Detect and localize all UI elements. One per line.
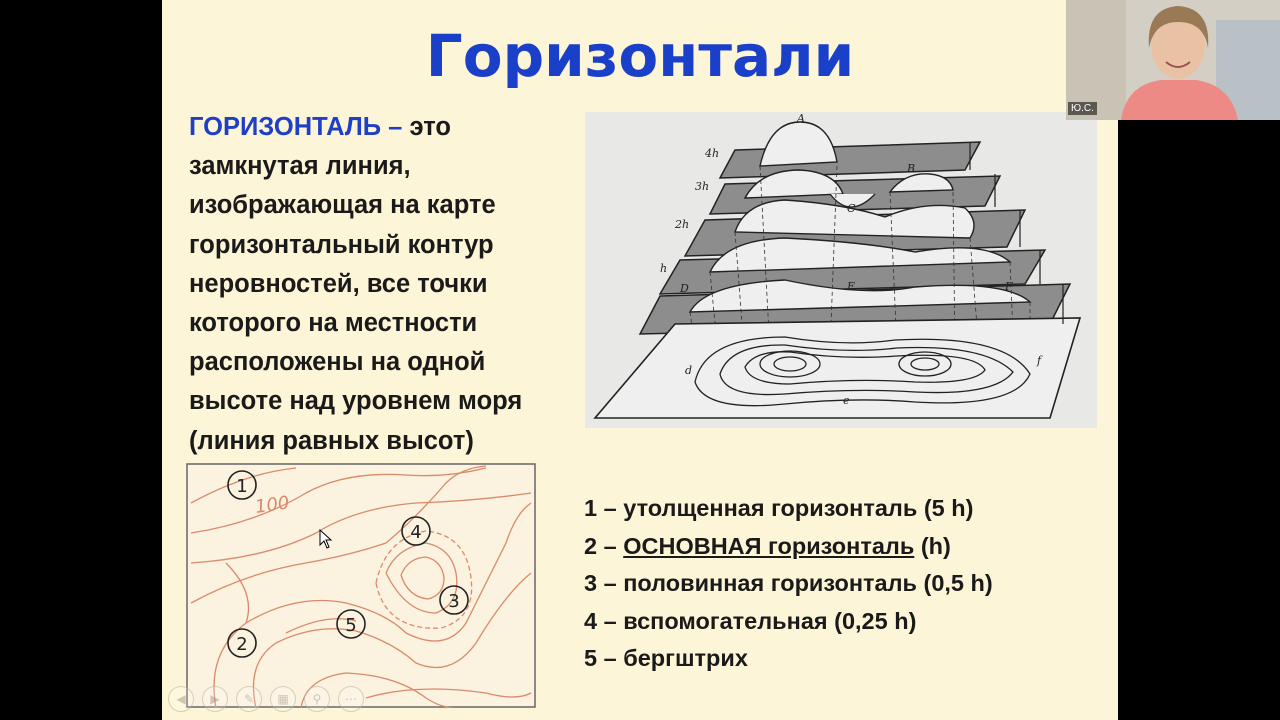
point-label-e-lower: e [843,394,850,407]
peak-a [760,122,837,166]
level-label-h: h [660,262,668,275]
point-label-b: B [907,162,916,175]
level-label-2h: 2h [675,218,690,231]
point-label-f-lower: f [1037,354,1042,367]
marker-1: 1 [236,476,248,497]
marker-5: 5 [345,615,357,636]
point-label-a: A [797,112,805,125]
slideshow-controls [168,686,364,712]
next-icon[interactable]: ▶ [202,686,228,712]
more-icon[interactable]: ⋯ [338,686,364,712]
level-plane-4h [720,142,980,178]
peak-b [890,174,953,192]
zoom-icon[interactable]: ⚲ [304,686,330,712]
marker-2: 2 [236,634,248,655]
presentation-slide [162,0,1118,720]
slides-icon[interactable]: ▦ [270,686,296,712]
slide-title: Горизонтали [425,22,855,90]
marker-4: 4 [410,522,422,543]
point-label-f: F [1005,280,1013,293]
definition-text [189,108,579,461]
base-map-plane [595,318,1080,418]
point-label-d: D [680,282,689,295]
contour-map-figure [186,463,536,708]
webcam-name-tag: Ю.С. [1068,102,1097,115]
elevation-label: 100 [253,492,291,518]
legend-underlined-term: ОСНОВНАЯ горизонталь [623,532,915,559]
contour-3d-diagram [585,112,1097,428]
contour-map-drawing [186,463,536,708]
marker-3: 3 [448,591,460,612]
contour-3d-drawing [585,112,1097,428]
contour-legend [584,490,993,678]
point-label-c: C [847,202,856,215]
level-label-3h: 3h [695,180,710,193]
mouse-cursor-icon [320,530,331,548]
webcam-video [1066,0,1280,120]
legend-item-2: 2 – ОСНОВНАЯ горизонталь (h) [584,532,951,559]
level-label-4h: 4h [705,147,720,160]
legend-item-1: 1 – утолщенная горизонталь (5 h) [584,495,974,521]
point-label-d-lower: d [685,364,693,377]
legend-item-5: 5 – бергштрих [584,645,748,672]
legend-item-4: 4 – вспомогательная (0,25 h) [584,607,917,634]
definition-body: это замкнутая линия, изображающая на карте горизонтальный контур неровностей, все точки которого на местности расположены на одной высоте над уровнем моря (линия равных высот) [189,113,523,455]
prev-icon[interactable]: ◀ [168,686,194,712]
definition-term: ГОРИЗОНТАЛЬ – [189,113,403,141]
pen-icon[interactable]: ✎ [236,686,262,712]
point-label-e: E [847,280,856,293]
webcam-person-icon [1066,0,1280,120]
legend-item-3: 3 – половинная горизонталь (0,5 h) [584,570,993,597]
